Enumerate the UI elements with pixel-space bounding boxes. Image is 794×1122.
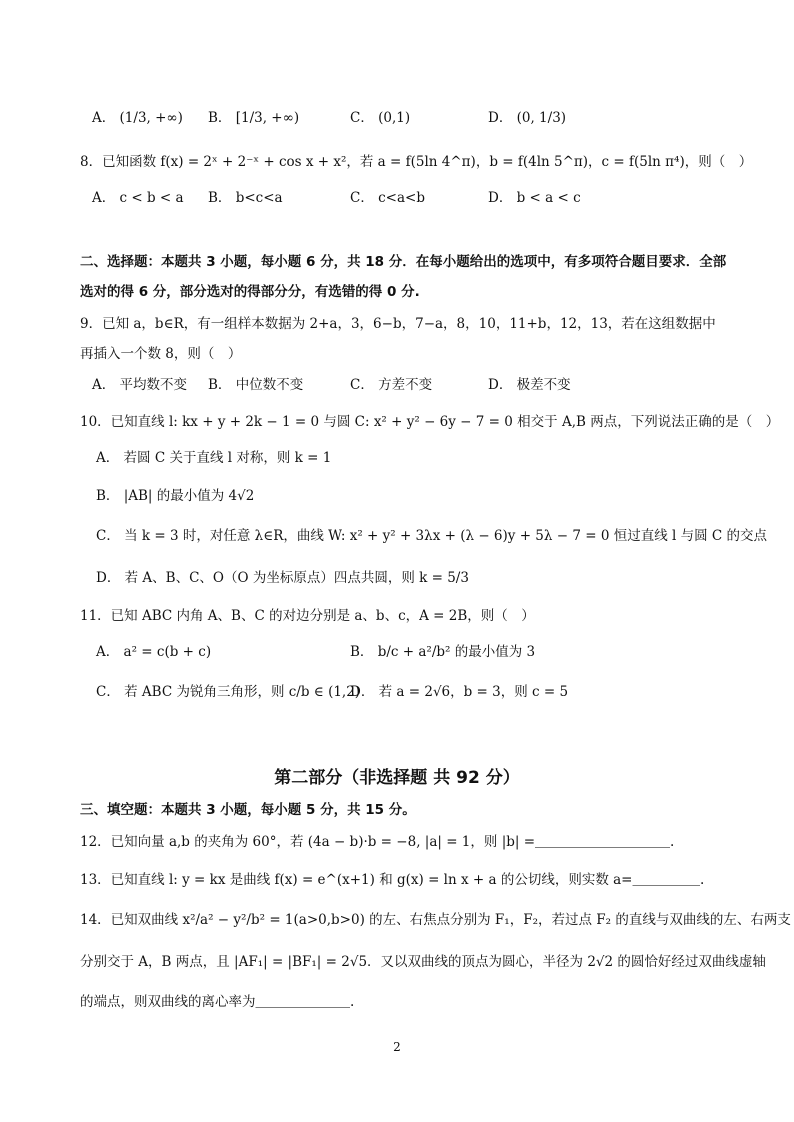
- section2-heading-line2: 选对的得 6 分，部分选对的得部分分，有选错的得 0 分.: [80, 284, 420, 300]
- q10-option-d: D． 若 A、B、C、O（O 为坐标原点）四点共圆，则 k = 5/3: [96, 570, 469, 586]
- q11-option-c: C． 若 ABC 为锐角三角形，则 c/b ∈ (1,2): [96, 684, 361, 700]
- q11-option-b: B． b/c + a²/b² 的最小值为 3: [350, 644, 536, 660]
- q7-option-d: D． (0, 1/3): [488, 110, 567, 126]
- q10-option-b: B． |AB| 的最小值为 4√2: [96, 488, 255, 504]
- q11-option-a: A． a² = c(b + c): [96, 644, 212, 660]
- q8-option-d: D． b < a < c: [488, 190, 581, 206]
- q10-stem: 10．已知直线 l: kx + y + 2k − 1 = 0 与圆 C: x² + y² − 6y − 7 = 0 相交于 A,B 两点，下列说法正确的是（ ）: [80, 414, 780, 430]
- q9-stem-line2: 再插入一个数 8，则（ ）: [80, 346, 242, 362]
- q8-option-a: A． c < b < a: [92, 190, 184, 206]
- q14-stem-line3: 的端点，则双曲线的离心率为＿＿＿＿＿＿＿.: [80, 994, 355, 1010]
- q8-option-b: B． b<c<a: [208, 190, 283, 206]
- q7-option-c: C． (0,1): [350, 110, 411, 126]
- q7-option-b: B． [1/3, +∞): [208, 110, 300, 126]
- q10-option-c: C． 当 k = 3 时，对任意 λ∈R，曲线 W: x² + y² + 3λx + (λ − 6)y + 5λ − 7 = 0 恒过直线 l 与圆 C 的交点: [96, 528, 768, 544]
- q10-option-a: A． 若圆 C 关于直线 l 对称，则 k = 1: [96, 450, 332, 466]
- q9-stem-line1: 9．已知 a，b∈R，有一组样本数据为 2+a，3，6−b，7−a，8，10，11+b，12，13，若在这组数据中: [80, 316, 716, 332]
- q8-stem: 8．已知函数 f(x) = 2ˣ + 2⁻ˣ + cos x + x²，若 a = f(5ln 4^π)，b = f(4ln 5^π)，c = f(5ln π⁴)，则（ ）: [80, 154, 753, 170]
- section3-heading: 三、填空题：本题共 3 小题，每小题 5 分，共 15 分。: [80, 802, 416, 818]
- q11-option-d: D． 若 a = 2√6，b = 3，则 c = 5: [350, 684, 569, 700]
- q9-option-b: B． 中位数不变: [208, 377, 304, 393]
- q8-option-c: C． c<a<b: [350, 190, 425, 206]
- q9-option-d: D． 极差不变: [488, 377, 571, 393]
- q7-option-a: A． (1/3, +∞): [92, 110, 183, 126]
- q9-option-c: C． 方差不变: [350, 377, 433, 393]
- q13-stem: 13．已知直线 l: y = kx 是曲线 f(x) = e^(x+1) 和 g(x) = ln x + a 的公切线，则实数 a=＿＿＿＿＿.: [80, 872, 705, 888]
- part2-title: 第二部分（非选择题 共 92 分）: [274, 768, 520, 788]
- q12-stem: 12．已知向量 a,b 的夹角为 60°，若 (4a − b)·b = −8, |a| = 1，则 |b| =＿＿＿＿＿＿＿＿＿＿.: [80, 834, 675, 850]
- page-number: 2: [393, 1040, 401, 1054]
- q14-stem-line2: 分别交于 A，B 两点，且 |AF₁| = |BF₁| = 2√5．又以双曲线的顶点为圆心，半径为 2√2 的圆恰好经过双曲线虚轴: [80, 954, 766, 970]
- q9-option-a: A． 平均数不变: [92, 377, 188, 393]
- q14-stem-line1: 14．已知双曲线 x²/a² − y²/b² = 1(a>0,b>0) 的左、右焦点分别为 F₁，F₂，若过点 F₂ 的直线与双曲线的左、右两支: [80, 912, 791, 928]
- section2-heading-line1: 二、选择题：本题共 3 小题，每小题 6 分，共 18 分．在每小题给出的选项中，有多项符合题目要求．全部: [80, 254, 727, 270]
- q11-stem: 11．已知 ABC 内角 A、B、C 的对边分别是 a、b、c，A = 2B，则（ ）: [80, 608, 535, 624]
